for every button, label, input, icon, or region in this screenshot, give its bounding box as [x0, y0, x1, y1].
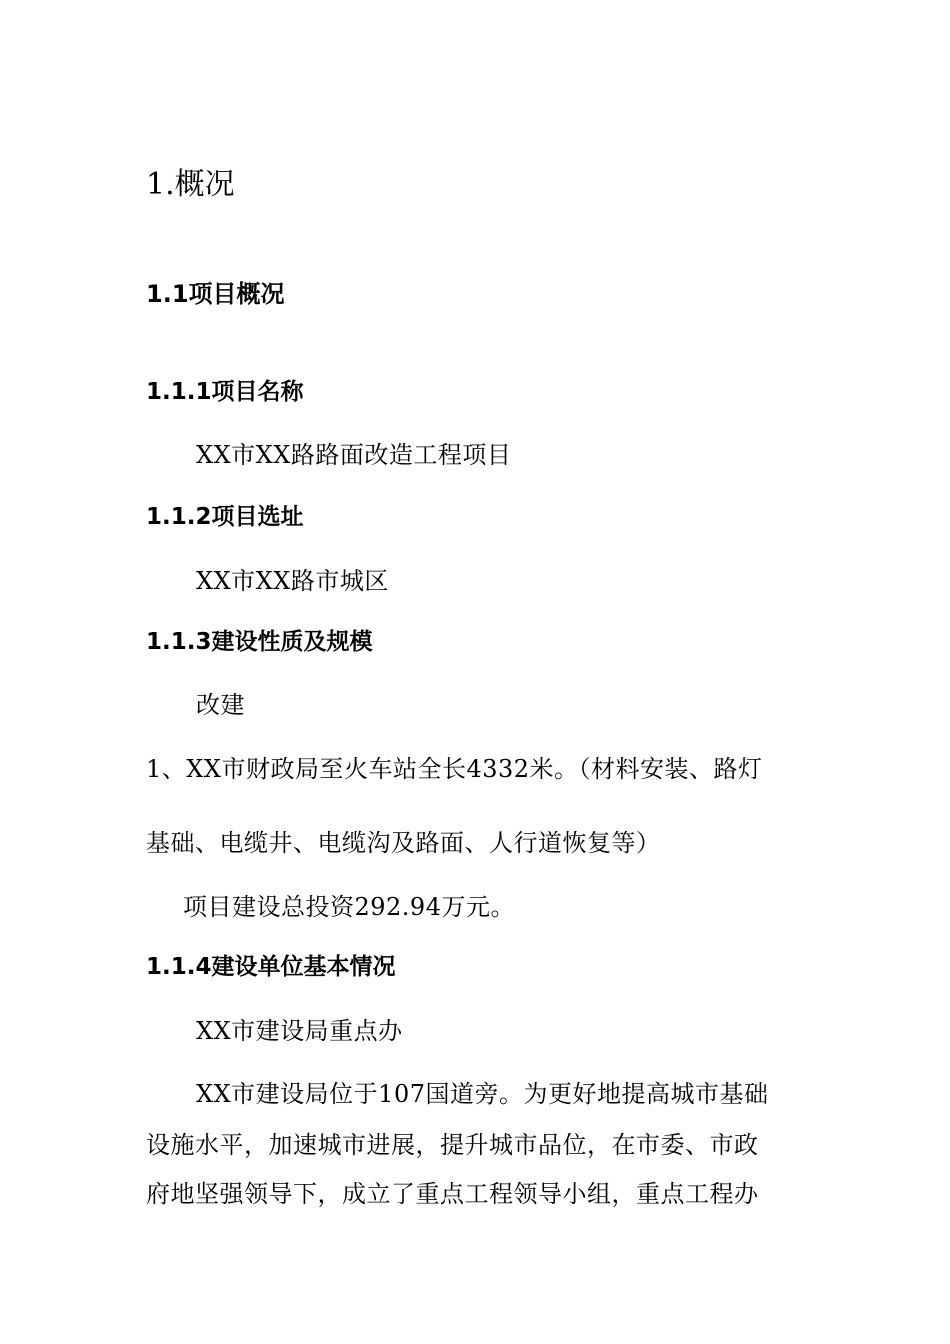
subsection-heading-1-1-3: 1.1.3建设性质及规模: [146, 629, 373, 655]
section-heading-1-1: 1.1项目概况: [146, 280, 285, 308]
project-site-text: XX市XX路市城区: [196, 567, 389, 595]
unit-description-line-3: 府地坚强领导下，成立了重点工程领导小组，重点工程办: [146, 1180, 759, 1208]
subsection-heading-1-1-2: 1.1.2项目选址: [146, 504, 304, 530]
unit-name-text: XX市建设局重点办: [196, 1017, 403, 1045]
subsection-heading-1-1-4: 1.1.4建设单位基本情况: [146, 954, 396, 980]
scale-paragraph-line-1: 1、XX市财政局至火车站全长4332米。（材料安装、路灯: [146, 755, 763, 783]
unit-description-line-1: XX市建设局位于107国道旁。为更好地提高城市基础: [196, 1080, 769, 1108]
chapter-heading: 1.概况: [146, 167, 235, 202]
investment-text: 项目建设总投资292.94万元。: [183, 893, 515, 921]
unit-description-line-2: 设施水平，加速城市进展，提升城市品位，在市委、市政: [146, 1131, 759, 1159]
subsection-heading-1-1-1: 1.1.1项目名称: [146, 379, 304, 405]
scale-paragraph-line-2: 基础、电缆井、电缆沟及路面、人行道恢复等）: [146, 829, 661, 857]
project-name-text: XX市XX路路面改造工程项目: [196, 441, 512, 469]
construction-nature-text: 改建: [196, 691, 245, 719]
